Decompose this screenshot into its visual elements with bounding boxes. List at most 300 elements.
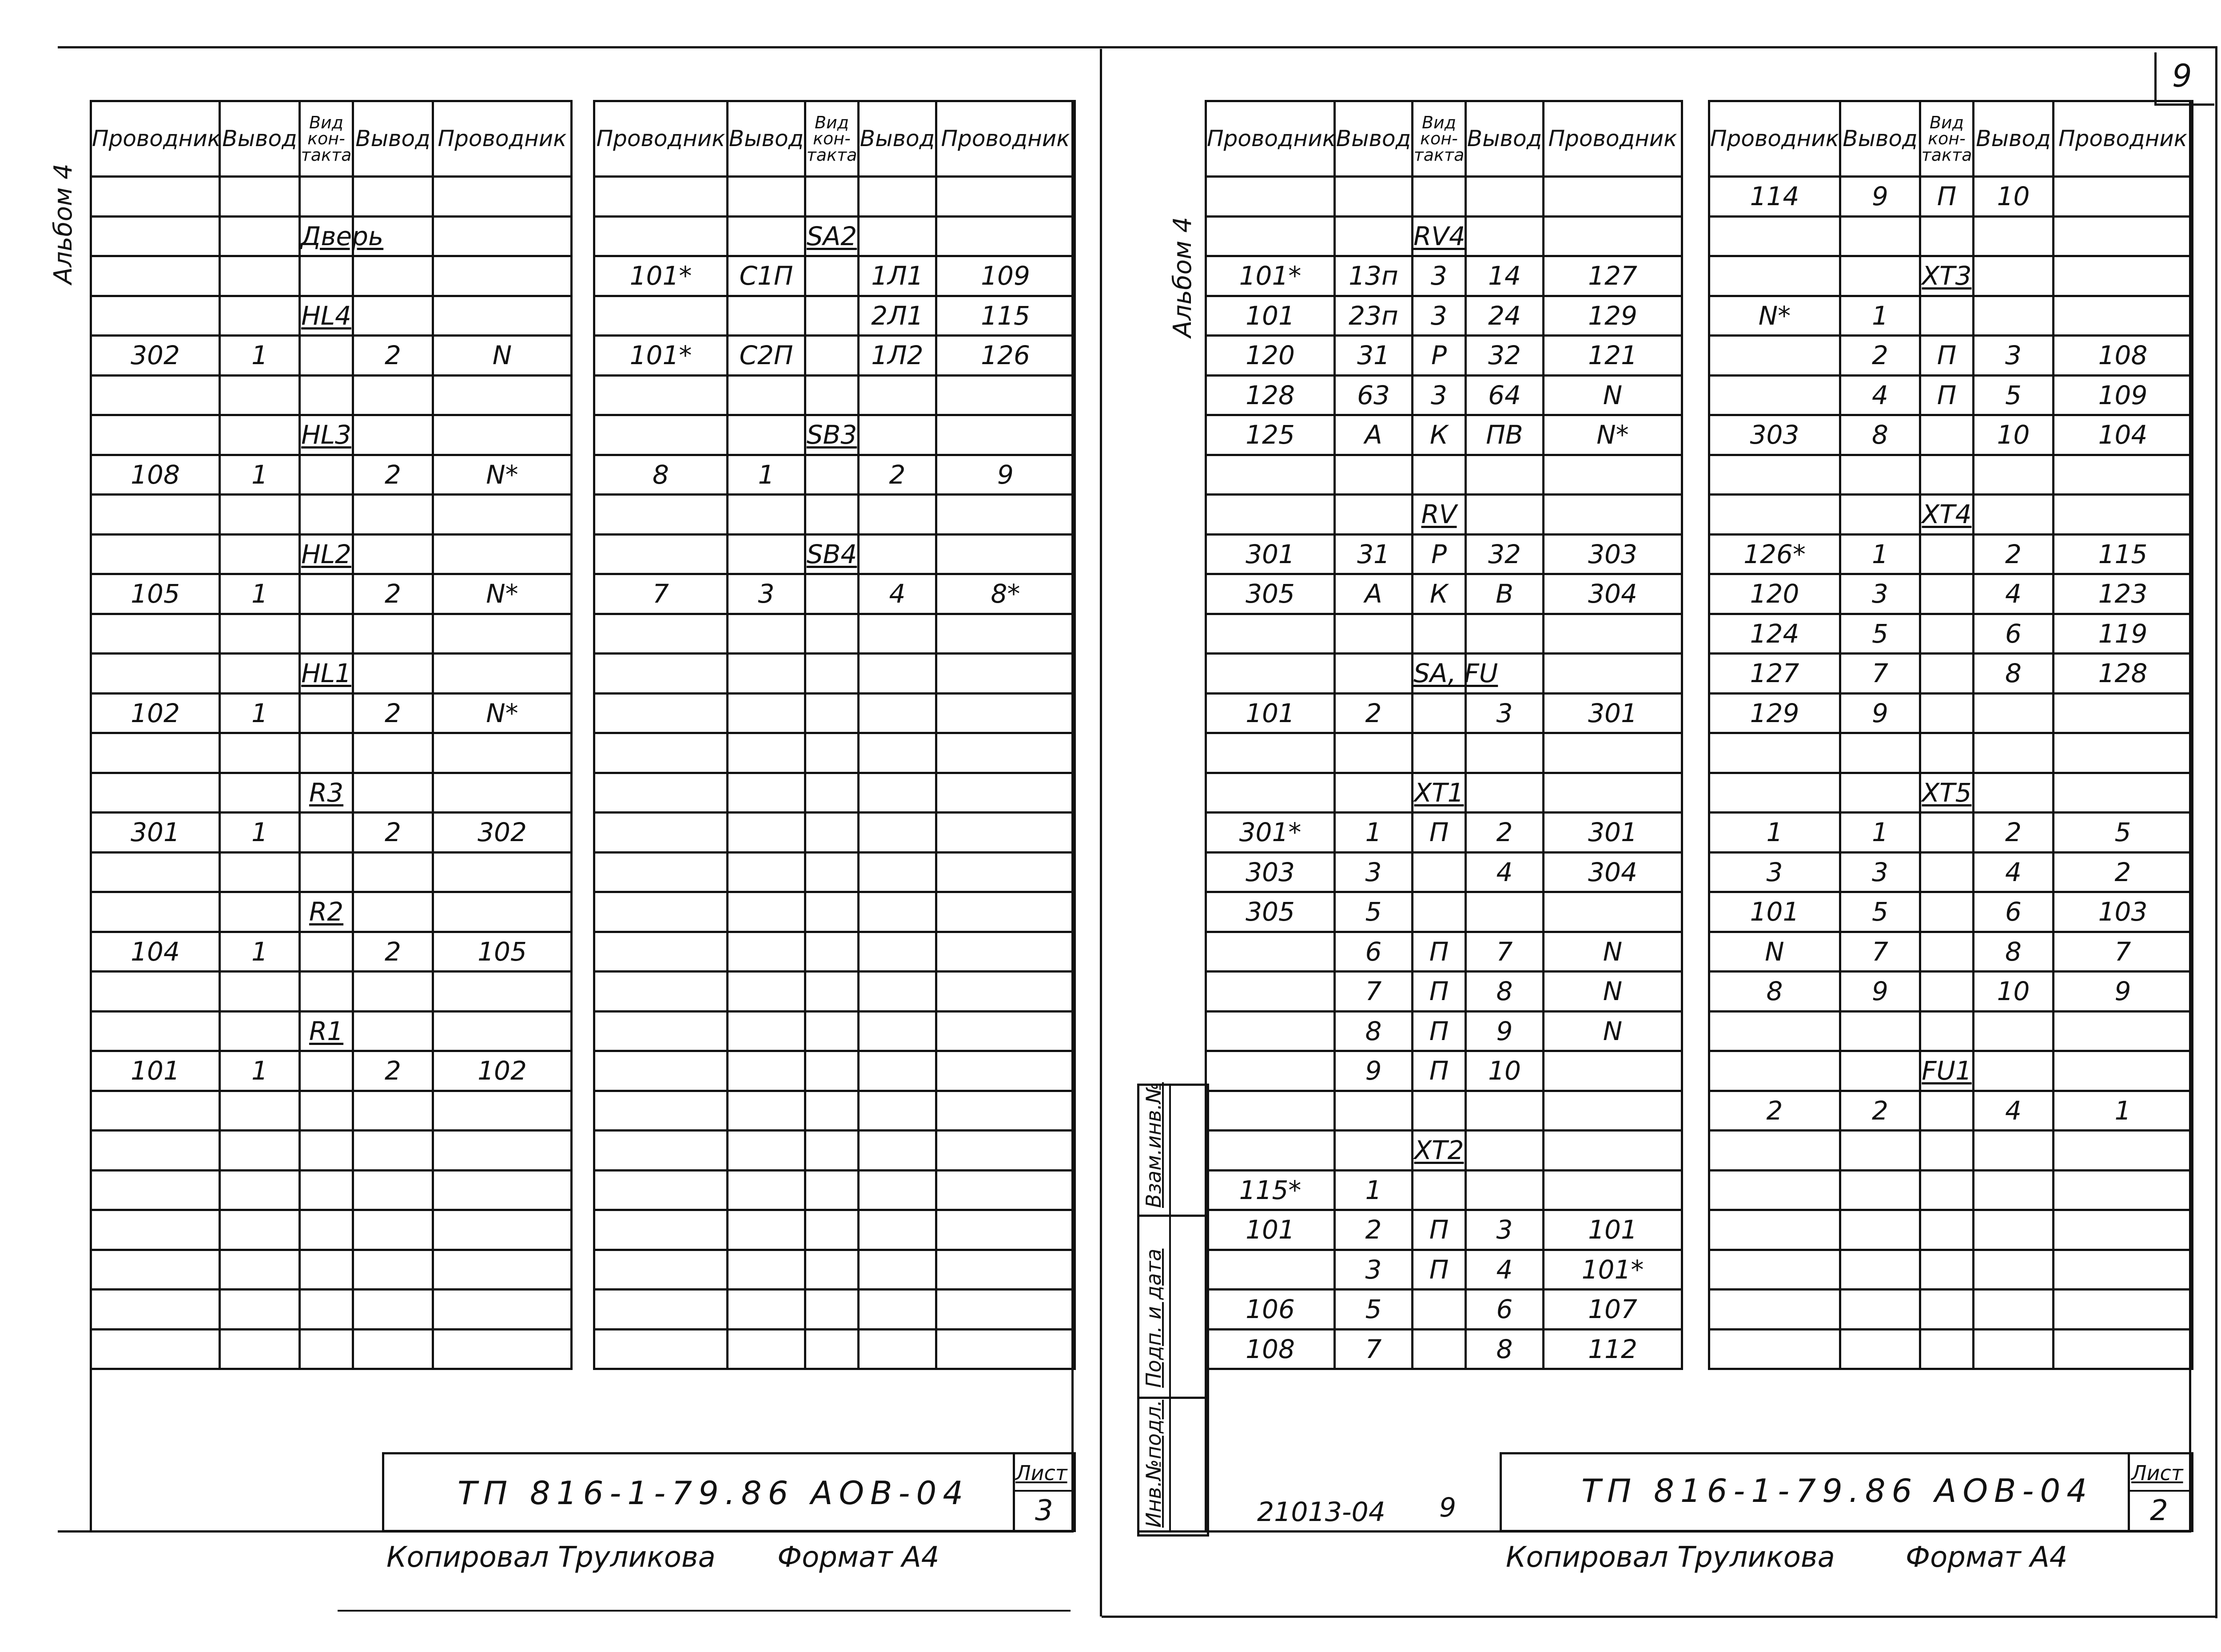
table-cell	[594, 216, 728, 256]
table-cell	[1466, 1170, 1544, 1210]
table-cell: П	[1413, 1210, 1466, 1250]
table-cell	[1974, 296, 2054, 336]
table-cell	[91, 216, 220, 256]
device-label: HL2	[300, 534, 353, 574]
table-cell	[1466, 455, 1544, 495]
table-cell	[728, 1170, 805, 1210]
table-cell: 1Л1	[859, 256, 936, 296]
table-row	[91, 813, 572, 853]
table-row	[594, 415, 1075, 455]
table-row	[1709, 336, 2193, 376]
table-cell: 2	[353, 813, 433, 853]
table-cell	[859, 177, 936, 217]
table-cell: 302	[433, 813, 572, 853]
table-cell	[728, 1290, 805, 1330]
table-cell: 5	[2054, 813, 2193, 853]
table-row	[1206, 177, 1682, 217]
table-cell	[300, 1091, 353, 1131]
table-cell	[300, 932, 353, 972]
table-cell	[1413, 1091, 1466, 1131]
table-cell: 3	[728, 574, 805, 614]
table-cell	[859, 1131, 936, 1171]
table-cell: 32	[1466, 534, 1544, 574]
table-cell	[805, 1170, 859, 1210]
table-cell	[594, 1011, 728, 1051]
header-conductor: Проводник	[91, 101, 220, 177]
table-cell	[1974, 455, 2054, 495]
table-cell	[1335, 733, 1413, 773]
table-cell	[2054, 733, 2193, 773]
table-cell	[1709, 773, 1840, 813]
table-cell	[91, 1131, 220, 1171]
table-cell	[936, 654, 1075, 694]
table-cell: 107	[1544, 1290, 1682, 1330]
table-cell: N*	[433, 574, 572, 614]
table-cell	[1413, 177, 1466, 217]
table-cell	[805, 495, 859, 535]
table-cell	[728, 654, 805, 694]
table-row	[91, 177, 572, 217]
header-lead: Вывод	[1840, 101, 1920, 177]
side-label-signature-date: Подп. и дата	[1142, 1248, 1166, 1388]
table-cell: C1П	[728, 256, 805, 296]
table-cell	[1544, 1051, 1682, 1091]
table-cell	[594, 1290, 728, 1330]
table-cell	[1709, 1051, 1840, 1091]
table-cell	[1840, 1210, 1920, 1250]
right-sheet-label: Лист	[2131, 1461, 2183, 1485]
bottom-border-line-right	[1102, 1616, 2217, 1618]
table-cell	[594, 733, 728, 773]
table-cell	[805, 813, 859, 853]
table-row	[1709, 773, 2193, 813]
table-cell: 1	[1840, 296, 1920, 336]
table-cell	[433, 1250, 572, 1290]
table-cell: 3	[1413, 256, 1466, 296]
table-cell: 1	[220, 932, 300, 972]
device-label: XT3	[1920, 256, 1974, 296]
table-cell: 102	[91, 693, 220, 733]
table-cell	[1709, 256, 1840, 296]
table-cell	[220, 216, 300, 256]
table-cell	[936, 1210, 1075, 1250]
table-cell	[433, 296, 572, 336]
table-cell: 1	[1335, 1170, 1413, 1210]
table-cell	[1920, 852, 1974, 892]
table-cell	[1544, 495, 1682, 535]
table-cell	[936, 614, 1075, 654]
header-lead: Вывод	[1466, 101, 1544, 177]
table-cell	[353, 1290, 433, 1330]
table-row	[1709, 1210, 2193, 1250]
table-row	[1206, 1210, 1682, 1250]
table-row	[1206, 415, 1682, 455]
table-cell: А	[1335, 415, 1413, 455]
table-row	[1206, 1131, 1682, 1171]
table-cell: 303	[1709, 415, 1840, 455]
table-row	[91, 972, 572, 1012]
table-cell	[433, 1011, 572, 1051]
table-cell	[1206, 1131, 1335, 1171]
table-cell	[91, 972, 220, 1012]
device-label: SA2	[805, 216, 859, 256]
table-row	[1206, 256, 1682, 296]
table-cell: 301*	[1206, 813, 1335, 853]
table-row	[1709, 1290, 2193, 1330]
table-cell: C2П	[728, 336, 805, 376]
table-cell: К	[1413, 574, 1466, 614]
table-cell	[936, 216, 1075, 256]
table-cell	[433, 892, 572, 932]
table-cell	[805, 654, 859, 694]
table-cell	[936, 932, 1075, 972]
left-format: Формат А4	[777, 1541, 939, 1574]
table-cell	[1335, 773, 1413, 813]
table-cell: П	[1920, 177, 1974, 217]
table-cell	[353, 1210, 433, 1250]
table-cell	[936, 1051, 1075, 1091]
table-cell	[220, 733, 300, 773]
table-cell: 7	[594, 574, 728, 614]
table-cell: 1Л2	[859, 336, 936, 376]
table-cell	[433, 495, 572, 535]
table-cell	[859, 495, 936, 535]
header-lead: Вывод	[1335, 101, 1413, 177]
table-cell: 31	[1335, 336, 1413, 376]
table-cell	[1335, 654, 1413, 694]
table-cell	[1206, 773, 1335, 813]
table-cell: 24	[1466, 296, 1544, 336]
device-label: XT4	[1920, 495, 1974, 535]
table-cell: 105	[91, 574, 220, 614]
header-contact-type: Вид кон- такта	[1920, 101, 1974, 177]
table-cell	[859, 1290, 936, 1330]
table-cell: 123	[2054, 574, 2193, 614]
table-row	[594, 1091, 1075, 1131]
table-row	[91, 1290, 572, 1330]
table-cell: N	[1709, 932, 1840, 972]
table-cell	[1709, 733, 1840, 773]
table-cell	[1544, 177, 1682, 217]
table-cell	[2054, 1051, 2193, 1091]
side-stamp-divider-2	[1137, 1397, 1205, 1399]
table-cell	[91, 892, 220, 932]
table-cell: 64	[1466, 375, 1544, 415]
table-cell	[1544, 1170, 1682, 1210]
table-cell	[1466, 177, 1544, 217]
table-cell	[91, 773, 220, 813]
table-cell	[1920, 892, 1974, 932]
table-cell	[300, 693, 353, 733]
table-cell: 31	[1335, 534, 1413, 574]
table-cell: 1	[220, 574, 300, 614]
table-cell	[936, 972, 1075, 1012]
table-cell: 303	[1206, 852, 1335, 892]
table-cell	[353, 773, 433, 813]
table-cell	[91, 495, 220, 535]
table-row	[594, 852, 1075, 892]
table-cell: 108	[2054, 336, 2193, 376]
table-cell	[300, 1051, 353, 1091]
table-cell	[594, 1210, 728, 1250]
table-cell	[805, 892, 859, 932]
table-cell: 9	[1840, 693, 1920, 733]
table-cell	[859, 1091, 936, 1131]
table-cell	[433, 1290, 572, 1330]
table-cell: П	[1920, 375, 1974, 415]
table-row	[1206, 296, 1682, 336]
table-row	[91, 852, 572, 892]
right-border-line	[2215, 46, 2217, 1618]
table-cell	[594, 972, 728, 1012]
table-cell	[433, 177, 572, 217]
table-cell	[805, 1051, 859, 1091]
table-cell: 304	[1544, 852, 1682, 892]
table-row	[594, 177, 1075, 217]
table-cell	[859, 1210, 936, 1250]
table-cell	[1709, 375, 1840, 415]
table-cell: 120	[1206, 336, 1335, 376]
table-cell: 127	[1544, 256, 1682, 296]
table-cell	[1920, 534, 1974, 574]
table-cell: 301	[1206, 534, 1335, 574]
table-cell	[859, 1250, 936, 1290]
table-cell	[353, 177, 433, 217]
table-cell	[91, 375, 220, 415]
table-cell	[300, 574, 353, 614]
table-cell	[1206, 177, 1335, 217]
table-cell: 101	[91, 1051, 220, 1091]
table-cell: N	[1544, 932, 1682, 972]
table-cell: 2	[1974, 813, 2054, 853]
table-cell: 8	[1840, 415, 1920, 455]
table-row	[1206, 972, 1682, 1012]
table-cell	[1840, 216, 1920, 256]
table-cell	[594, 932, 728, 972]
table-cell	[1466, 495, 1544, 535]
table-row	[91, 614, 572, 654]
table-cell	[300, 375, 353, 415]
table-cell	[1840, 1131, 1920, 1171]
table-cell	[805, 773, 859, 813]
table-row	[1206, 336, 1682, 376]
table-cell	[1544, 1091, 1682, 1131]
table-cell	[1840, 1170, 1920, 1210]
table-cell	[859, 614, 936, 654]
table-cell	[353, 614, 433, 654]
table-cell	[1413, 1290, 1466, 1330]
table-cell	[1544, 773, 1682, 813]
table-cell	[594, 1131, 728, 1171]
table-cell	[1974, 733, 2054, 773]
table-cell: 101*	[594, 256, 728, 296]
table-row	[1206, 1011, 1682, 1051]
table-cell	[1206, 654, 1335, 694]
table-cell: П	[1413, 1011, 1466, 1051]
inventory-stamp-number: 21013-04	[1257, 1497, 1385, 1528]
table-cell	[220, 415, 300, 455]
table-cell	[728, 733, 805, 773]
table-cell	[594, 296, 728, 336]
table-cell: Р	[1413, 534, 1466, 574]
table-cell: N*	[1709, 296, 1840, 336]
table-cell	[859, 654, 936, 694]
table-cell	[859, 932, 936, 972]
table-cell	[1920, 972, 1974, 1012]
table-cell	[1335, 1131, 1413, 1171]
table-cell	[805, 574, 859, 614]
table-row	[1206, 892, 1682, 932]
table-cell	[805, 972, 859, 1012]
table-cell	[594, 534, 728, 574]
table-row	[594, 495, 1075, 535]
table-cell: 2	[353, 932, 433, 972]
table-cell	[859, 415, 936, 455]
table-cell	[300, 1250, 353, 1290]
table-row	[594, 693, 1075, 733]
table-cell	[91, 415, 220, 455]
table-cell	[220, 1131, 300, 1171]
table-cell	[936, 892, 1075, 932]
table-cell	[1335, 1091, 1413, 1131]
device-label: RV	[1413, 495, 1466, 535]
table-cell	[1709, 495, 1840, 535]
header-conductor: Проводник	[594, 101, 728, 177]
table-cell	[594, 1170, 728, 1210]
table-row	[1709, 1250, 2193, 1290]
table-cell: 2Л1	[859, 296, 936, 336]
table-cell	[728, 534, 805, 574]
table-cell	[728, 1210, 805, 1250]
table-cell	[805, 1329, 859, 1369]
table-cell: 10	[1974, 415, 2054, 455]
device-label: XT2	[1413, 1131, 1466, 1171]
left-copied-by: Копировал Труликова	[386, 1541, 716, 1574]
table-cell	[1709, 336, 1840, 376]
table-cell	[353, 733, 433, 773]
table-cell: 106	[1206, 1290, 1335, 1330]
table-cell: 3	[1413, 296, 1466, 336]
table-row	[594, 296, 1075, 336]
table-row	[91, 932, 572, 972]
table-cell: 1	[1840, 813, 1920, 853]
table-cell	[433, 1131, 572, 1171]
table-cell: 129	[1544, 296, 1682, 336]
left-title-block-sheet-divider	[1013, 1490, 1073, 1492]
table-cell	[728, 813, 805, 853]
table-cell: 124	[1709, 614, 1840, 654]
table-row	[91, 1210, 572, 1250]
table-cell	[91, 614, 220, 654]
table-cell: 2	[1709, 1091, 1840, 1131]
table-cell: 105	[433, 932, 572, 972]
table-cell: 109	[2054, 375, 2193, 415]
table-cell	[805, 693, 859, 733]
table-cell	[353, 1250, 433, 1290]
table-cell: 4	[859, 574, 936, 614]
table-cell	[220, 654, 300, 694]
table-cell	[1466, 892, 1544, 932]
table-cell	[1840, 1329, 1920, 1369]
table-cell	[433, 733, 572, 773]
table-cell: 109	[936, 256, 1075, 296]
table-cell	[1920, 415, 1974, 455]
table-cell	[594, 773, 728, 813]
top-border-line	[58, 46, 2217, 48]
table-cell	[300, 455, 353, 495]
table-row	[594, 375, 1075, 415]
table-row	[91, 574, 572, 614]
table-cell	[1206, 495, 1335, 535]
table-cell	[594, 1250, 728, 1290]
table-cell	[220, 1091, 300, 1131]
table-row	[1709, 1170, 2193, 1210]
table-cell	[220, 296, 300, 336]
table-row	[1709, 256, 2193, 296]
table-cell	[936, 1250, 1075, 1290]
table-cell	[594, 415, 728, 455]
device-label: FU1	[1920, 1051, 1974, 1091]
table-cell	[594, 1051, 728, 1091]
table-cell	[594, 177, 728, 217]
table-cell	[1840, 733, 1920, 773]
table-cell: 2	[353, 574, 433, 614]
table-cell	[1974, 773, 2054, 813]
table-cell	[805, 375, 859, 415]
table-cell	[1206, 1051, 1335, 1091]
table-cell	[859, 1051, 936, 1091]
table-cell: 10	[1974, 972, 2054, 1012]
table-cell	[594, 892, 728, 932]
table-row	[1206, 733, 1682, 773]
table-cell	[433, 773, 572, 813]
table-cell: 6	[1335, 932, 1413, 972]
right-sheet-number: 2	[2150, 1494, 2168, 1527]
table-cell: 6	[1974, 892, 2054, 932]
device-label: SB3	[805, 415, 859, 455]
table-row	[594, 1170, 1075, 1210]
table-cell	[1920, 693, 1974, 733]
table-cell	[805, 455, 859, 495]
table-cell	[1709, 1011, 1840, 1051]
table-cell	[300, 336, 353, 376]
device-label: SB4	[805, 534, 859, 574]
table-cell: 121	[1544, 336, 1682, 376]
table-cell	[91, 733, 220, 773]
table-cell	[1840, 1051, 1920, 1091]
table-cell: 101*	[1206, 256, 1335, 296]
table-cell	[1920, 296, 1974, 336]
table-cell: 2	[1840, 336, 1920, 376]
table-cell: 3	[1466, 693, 1544, 733]
table-cell: 8*	[936, 574, 1075, 614]
table-cell	[728, 216, 805, 256]
table-cell: 7	[1335, 1329, 1413, 1369]
table-cell	[91, 654, 220, 694]
table-cell	[1974, 1329, 2054, 1369]
right-connection-table-2	[1708, 100, 2193, 1370]
table-cell	[220, 1011, 300, 1051]
table-row	[1709, 972, 2193, 1012]
table-cell: А	[1335, 574, 1413, 614]
table-cell	[220, 1210, 300, 1250]
table-cell: 2	[353, 693, 433, 733]
table-cell	[1920, 1011, 1974, 1051]
bottom-border-line-left	[338, 1610, 1071, 1612]
table-cell	[1206, 1250, 1335, 1290]
table-cell	[91, 534, 220, 574]
table-cell: 1	[220, 813, 300, 853]
